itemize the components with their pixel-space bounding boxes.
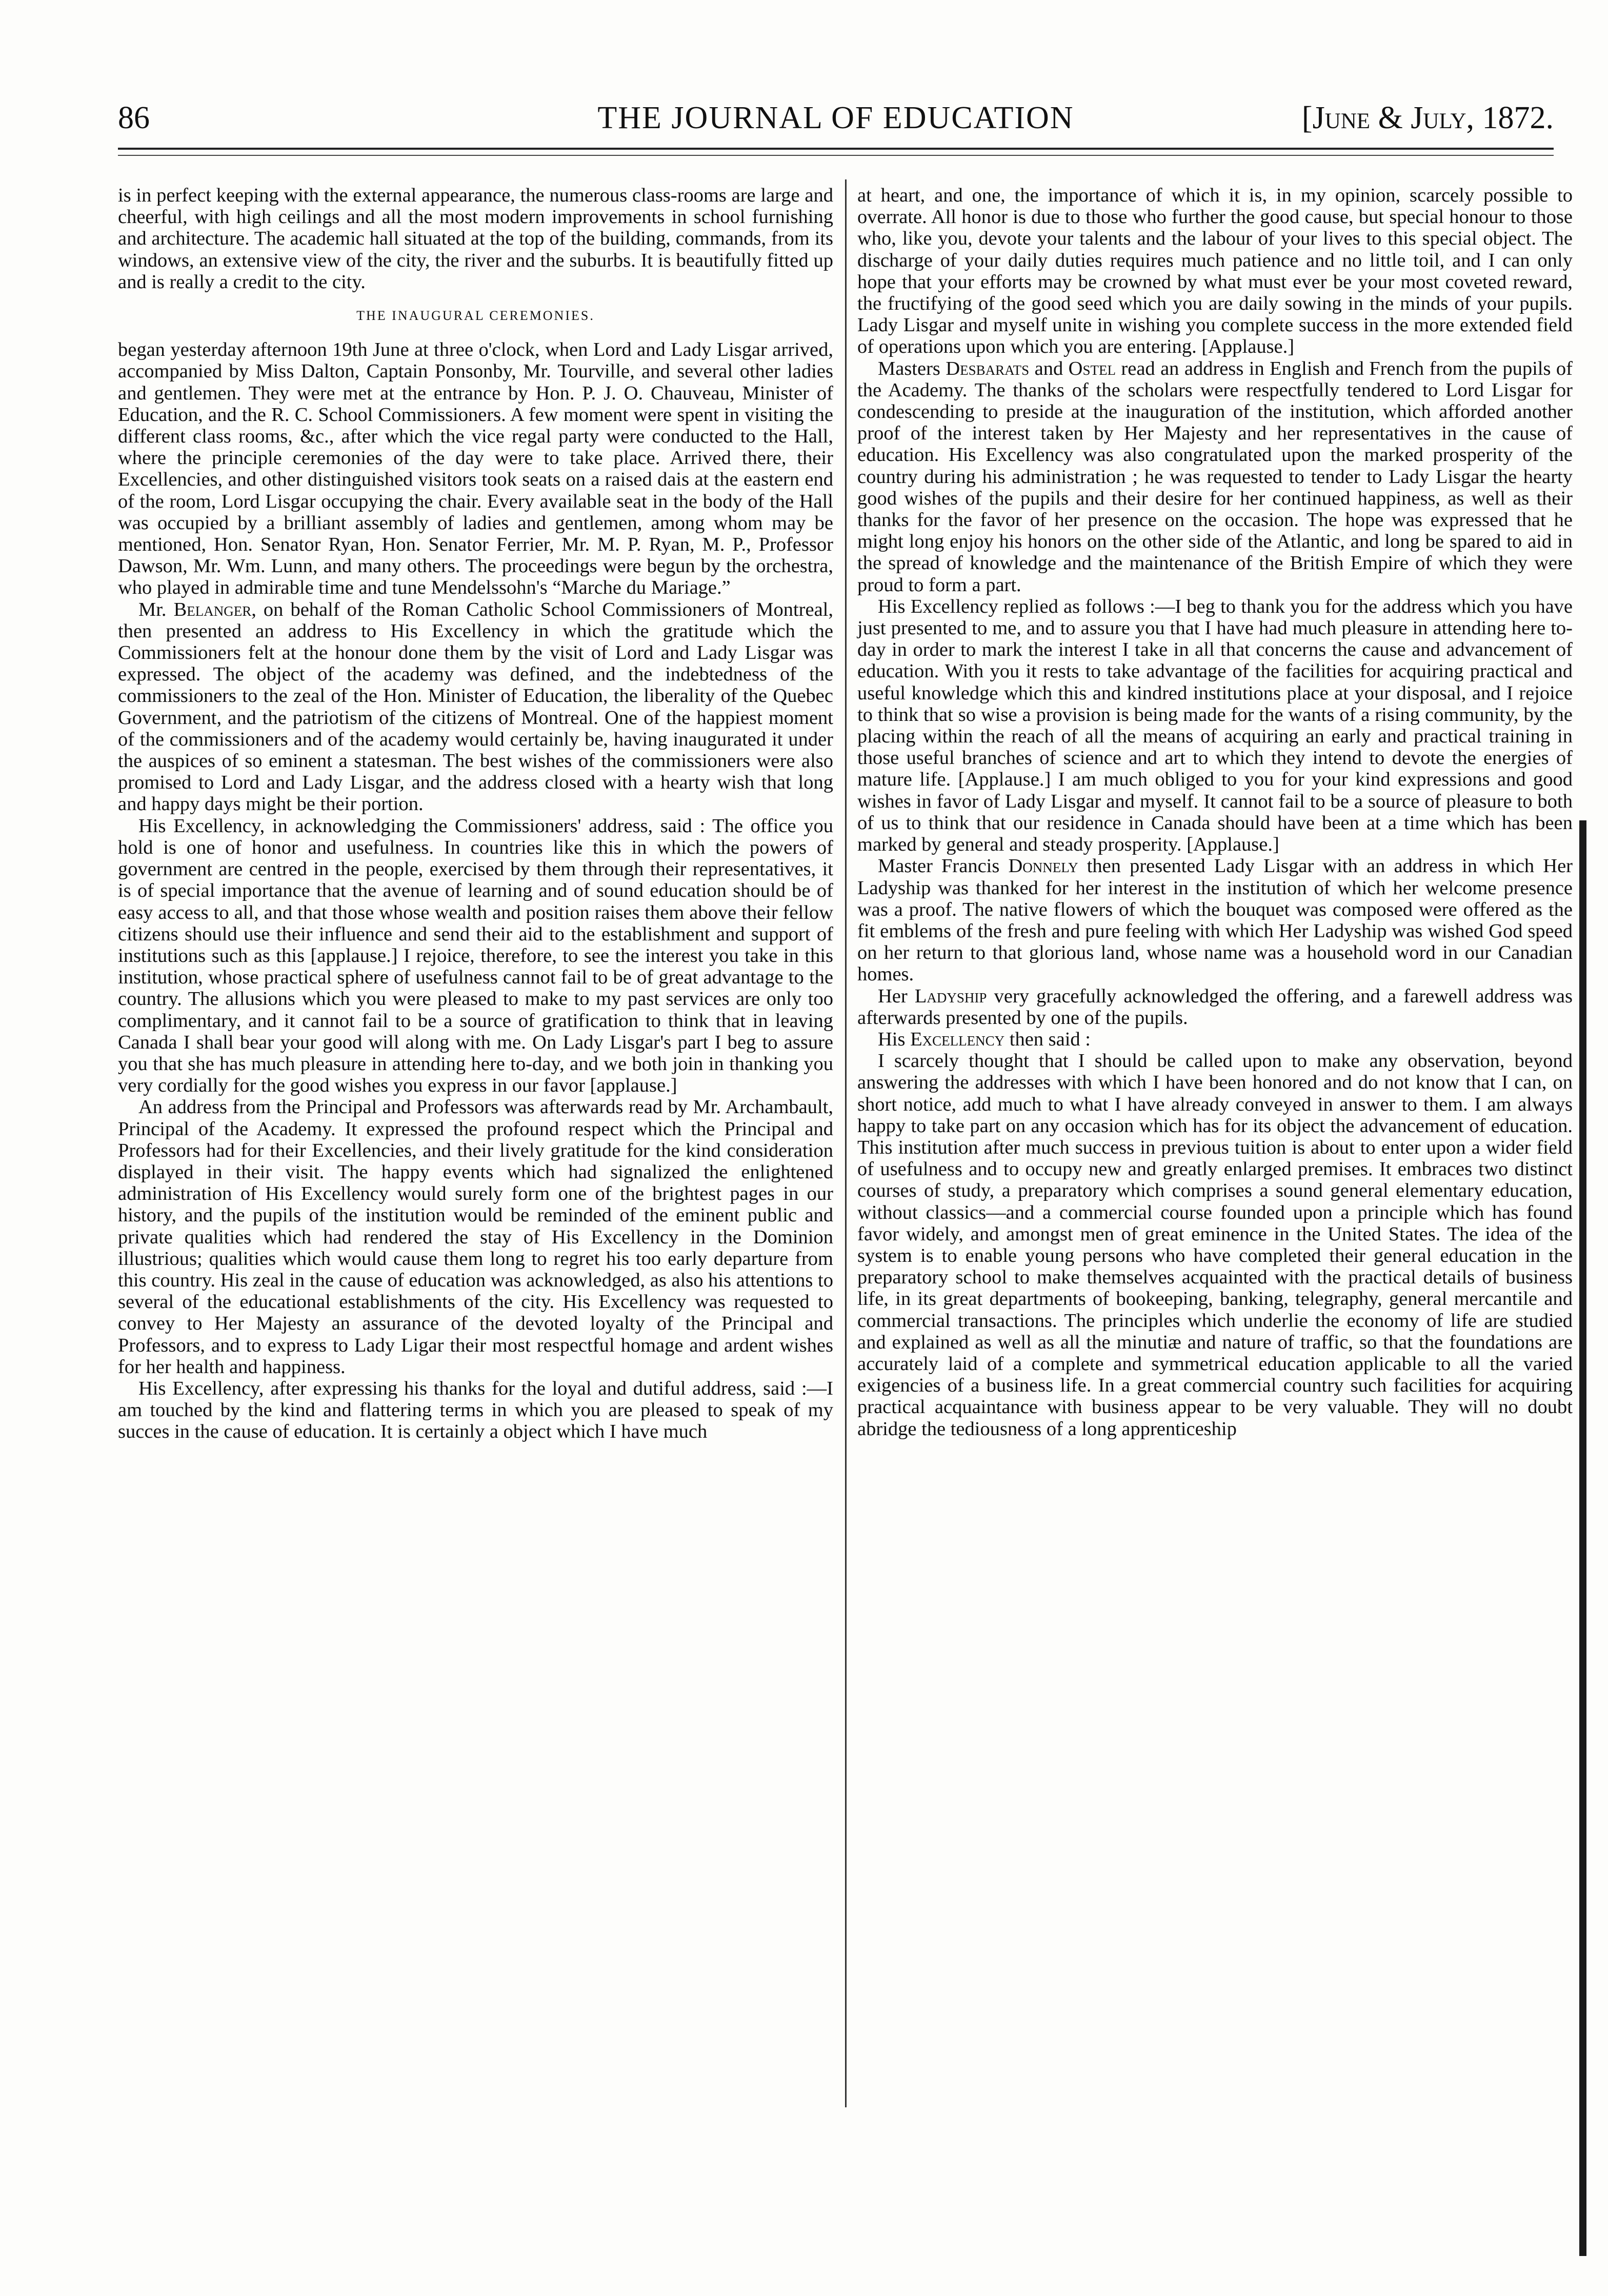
page-number: 86: [118, 100, 150, 135]
paragraph-text: read an address in English and French from the pupils of the Academy. The thanks of the scholars were respectfully tendered to Lord Lisgar for condescending to preside at the inauguration of the institution, which afforded another proof of the interest taken by Her Majesty and her representatives in the cause of education. His Excellency was also congratulated upon the marked prosperity of the country during his administration ; he was requested to tender to Lady Lisgar the hearty good wishes of the pupils and their desire for her continued happiness, as well as their thanks for the favor of her presence on the occasion. The hope was expressed that he might long enjoy his honors on the other side of the Atlantic, and long be spared to aid in the spread of knowledge and the maintenance of the British Empire of which they were proud to form a part.: [857, 357, 1573, 596]
speaker-name: Ladyship: [914, 985, 987, 1007]
paragraph-text: then said :: [1009, 1028, 1091, 1050]
header-rule: [118, 148, 1554, 150]
issue-date: [June & July, 1872.: [1301, 100, 1554, 135]
paragraph-text: then presented Lady Lisgar with an address in which Her Ladyship was thanked for her interest in the institution of which her welcome presence was a proof. The native flowers of which the bouquet was composed were offered as the fit emblems of the fresh and pure feeling with which Her Ladyship was wished God speed on her return to that glorious land, whose name was a household word in our Canadian homes.: [857, 855, 1573, 985]
paragraph: Masters Desbarats and Ostel read an address in English and French from the pupils of the Academy. The thanks of the scholars were respectfully tendered to Lord Lisgar for condescending to preside at the inauguration of the institution, which afforded another proof of the interest taken by Her Majesty and her representatives in the cause of education. His Excellency was also congratulated upon the marked prosperity of the country during his administration ; he was requested to tender to Lady Lisgar the hearty good wishes of the pupils and their desire for her continued happiness, as well as their thanks for the favor of her presence on the occasion. The hope was expressed that he might long enjoy his honors on the other side of the Atlantic, and long be spared to aid in the spread of knowledge and the maintenance of the British Empire of which they were proud to form a part.: [857, 357, 1573, 596]
paragraph-text: on behalf of the Roman Catholic School Commissioners of Montreal, then presented an address to His Excellency in which the gratitude which the Commissioners felt at the honour done them by the visit of Lord and Lady Lisgar was expressed. The object of the academy was defined, and the indebtedness of the commissioners to the zeal of the Hon. Minister of Education, the liberality of the Quebec Government, and the patriotism of the citizens of Montreal. One of the happiest moment of the commissioners and of the academy would certainly be, having inaugurated it under the auspices of so eminent a statesman. The best wishes of the commissioners were also promised to Lord and Lady Lisgar, and the address closed with a hearty wish that long and happy days might be their portion.: [118, 598, 833, 815]
paragraph: is in perfect keeping with the external appearance, the numerous class-rooms are large and cheerful, with high ceilings and all the most modern improvements in school furnishing and architecture. The academic hall situated at the top of the building, commands, from its windows, an extensive view of the city, the river and the suburbs. It is beautifully fitted up and is really a credit to the city.: [118, 185, 833, 293]
speaker-name: Ostel: [1068, 357, 1116, 379]
paragraph: at heart, and one, the importance of which it is, in my opinion, scarcely possible to overrate. All honor is due to those who further the good cause, but special honour to those who, like you, devote your talents and the labour of your lives to this special object. The discharge of your daily duties requires much patience and no little toil, and I can only hope that your efforts may be crowned by what must ever be your most coveted reward, the fructifying of the good seed which you are daily sowing in the minds of your pupils. Lady Lisgar and myself unite in wishing you complete success in the more extended field of operations upon which you are entering. [Applause.]: [857, 185, 1573, 358]
header-rule-thin: [118, 155, 1554, 156]
binding-shadow: [1579, 820, 1586, 2256]
right-column: [857, 185, 1573, 1440]
journal-title: THE JOURNAL OF EDUCATION: [597, 100, 1074, 135]
column-divider: [845, 179, 847, 2107]
left-column: [118, 185, 833, 1443]
speaker-name: Excellency: [910, 1028, 1005, 1050]
speaker-name: Belanger,: [173, 598, 256, 620]
paragraph: His Excellency, in acknowledging the Commissioners' address, said : The office you hold is one of honor and usefulness. In countries like this in which the powers of government are centred in the people, exercised by them through their representatives, it is of special importance that the avenue of learning and of sound education should be of easy access to all, and that those whose wealth and position raises them above their fellow citizens should use their influence and send their aid to the establishment and support of institutions such as this [applause.] I rejoice, therefore, to see the interest you take in this institution, whose practical sphere of usefulness cannot fail to be of great advantage to the country. The allusions which you were pleased to make to my past services are only too complimentary, and it cannot fail to be a source of gratification to think that in leaving Canada I shall bear your good will along with me. On Lady Lisgar's part I beg to assure you that she has much pleasure in attending here to-day, and we both join in thanking you very cordially for the good wishes you express in our favor [applause.]: [118, 815, 833, 1097]
paragraph: I scarcely thought that I should be called upon to make any observation, beyond answering the addresses with which I have been honored and do not know that I can, on short notice, add much to what I have already conveyed in answer to them. I am always happy to take part on any occasion which has for its object the advancement of education. This institution after much success in previous tuition is about to enter upon a wider field of usefulness and to occupy new and greatly enlarged premises. It embraces two distinct courses of study, a preparatory which comprises a sound general elementary education, without classics—and a commercial course founded upon a principle which has found favor widely, and amongst men of great eminence in the United States. The idea of the system is to enable young persons who have completed their general education in the preparatory school to make themselves acquainted with the practical details of business life, in its great departments of bookeeping, banking, telegraphy, general mercantile and commercial transactions. The principles which underlie the economy of life are studied and explained as well as all the minutiæ and nature of traffic, so that the foundations are accurately laid of a complete and symmetrical education applicable to all the varied exigencies of a business life. In a great commercial country such facilities for acquiring practical acquaintance with business appear to be very valuable. They will no doubt abridge the tediousness of a long apprenticeship: [857, 1050, 1573, 1440]
speaker-name: Desbarats: [946, 357, 1030, 379]
paragraph: Mr. Belanger, on behalf of the Roman Catholic School Commissioners of Montreal, then presented an address to His Excellency in which the gratitude which the Commissioners felt at the honour done them by the visit of Lord and Lady Lisgar was expressed. The object of the academy was defined, and the indebtedness of the commissioners to the zeal of the Hon. Minister of Education, the liberality of the Quebec Government, and the patriotism of the citizens of Montreal. One of the happiest moment of the commissioners and of the academy would certainly be, having inaugurated it under the auspices of so eminent a statesman. The best wishes of the commissioners were also promised to Lord and Lady Lisgar, and the address closed with a hearty wish that long and happy days might be their portion.: [118, 598, 833, 815]
section-heading: THE INAUGURAL CEREMONIES.: [356, 308, 595, 324]
paragraph: Her Ladyship very gracefully acknowledged the offering, and a farewell address was afterwards presented by one of the pupils.: [857, 985, 1573, 1029]
paragraph-text: very gracefully acknowledged the offering, and a farewell address was afterwards presented by one of the pupils.: [857, 985, 1573, 1029]
paragraph: An address from the Principal and Professors was afterwards read by Mr. Archambault, Principal of the Academy. It expressed the profound respect which the Principal and Professors had for their Excellencies, and their lively gratitude for the kind consideration displayed in their visit. The happy events which had signalized the enlightened administration of His Excellency would surely form one of the brightest pages in our history, and the pupils of the institution would be reminded of the eminent public and private qualities which had rendered the stay of His Excellency in the Dominion illustrious; qualities which would cause them long to regret his too early departure from this country. His zeal in the cause of education was acknowledged, as also his attentions to several of the educational establishments of the city. His Excellency was requested to convey to Her Majesty an assurance of the devoted loyalty of the Principal and Professors, and to express to Lady Ligar their most respectful homage and ardent wishes for her health and happiness.: [118, 1096, 833, 1378]
running-header: [118, 97, 1554, 138]
paragraph: began yesterday afternoon 19th June at three o'clock, when Lord and Lady Lisgar arrived, accompanied by Miss Dalton, Captain Ponsonby, Mr. Tourville, and several other ladies and gentlemen. They were met at the entrance by Hon. P. J. O. Chauveau, Minister of Education, and the R. C. School Commissioners. A few moment were spent in visiting the different class rooms, &c., after which the vice regal party were conducted to the Hall, where the principle ceremonies of the day were to take place. Arrived there, their Excellencies, and other distinguished visitors took seats on a raised dais at the eastern end of the room, Lord Lisgar occupying the chair. Every available seat in the body of the Hall was occupied by a brilliant assembly of ladies and gentlemen, among whom may be mentioned, Hon. Senator Ryan, Hon. Senator Ferrier, Mr. M. P. Ryan, M. P., Professor Dawson, Mr. Wm. Lunn, and many others. The proceedings were begun by the orchestra, who played in admirable time and tune Mendelssohn's “Marche du Mariage.”: [118, 339, 833, 599]
paragraph: Master Francis Donnely then presented Lady Lisgar with an address in which Her Ladyship was thanked for her interest in the institution of which her welcome presence was a proof. The native flowers of which the bouquet was composed were offered as the fit emblems of the fresh and pure feeling with which Her Ladyship was wished God speed on her return to that glorious land, whose name was a household word in our Canadian homes.: [857, 855, 1573, 985]
paragraph: His Excellency replied as follows :—I beg to thank you for the address which you have just presented to me, and to assure you that I have had much pleasure in attending here to-day in order to mark the interest I take in all that concerns the cause and advancement of education. With you it rests to take advantage of the facilities for acquiring practical and useful knowledge which this and kindred institutions place at your disposal, and I rejoice to think that so wise a provision is being made for the wants of a rising community, by the placing within the reach of all the means of acquiring an early and practical training in those useful branches of science and art to which they intend to devote the energies of mature life. [Applause.] I am much obliged to you for your kind expressions and good wishes in favor of Lady Lisgar and myself. It cannot fail to be a source of pleasure to both of us to think that our residence in Canada should have been at a time which has been marked by general and steady prosperity. [Applause.]: [857, 595, 1573, 856]
paragraph: His Excellency then said :: [878, 1028, 1091, 1050]
speaker-name: Donnely: [1008, 855, 1078, 877]
paragraph: His Excellency, after expressing his thanks for the loyal and dutiful address, said :—I am touched by the kind and flattering terms in which you are pleased to speak of my succes in the cause of education. It is certainly a object which I have much: [118, 1377, 833, 1443]
